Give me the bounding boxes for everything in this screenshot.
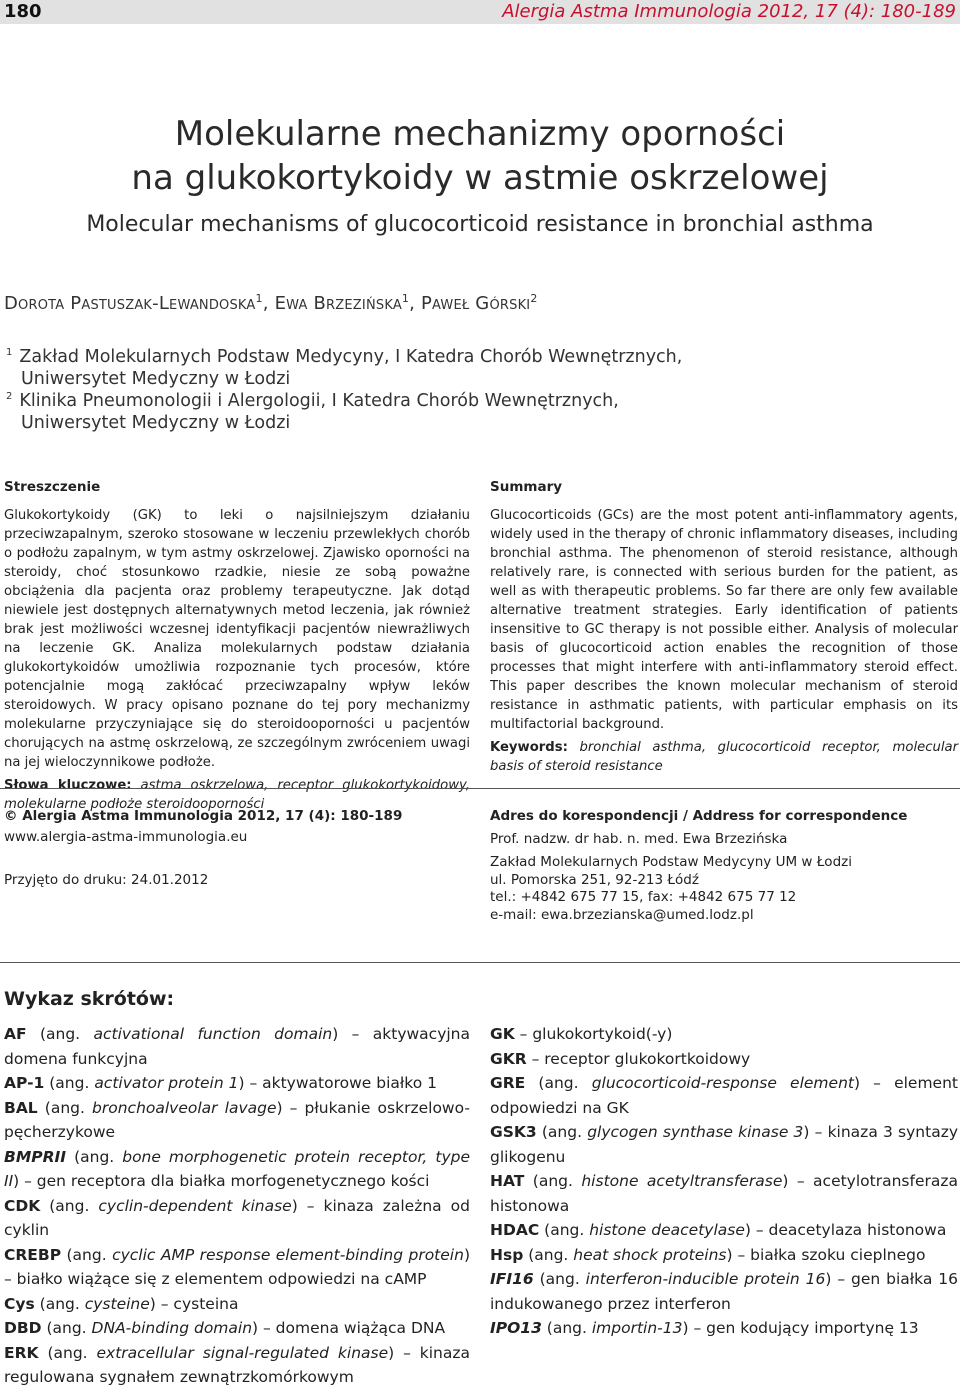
author: Dorota Pastuszak-Lewandoska$^1$, <box>4 292 275 314</box>
abstract-polish <box>4 478 470 814</box>
section-divider <box>0 962 960 963</box>
keywords: Słowa kluczowe: astma oskrzelowa, receptor glukokortykoidowy, molekularne podłoże steroidooporności <box>4 778 470 812</box>
correspondence-info <box>490 806 958 925</box>
title-english: Molecular mechanisms of glucocorticoid resistance in bronchial asthma <box>86 212 874 237</box>
abbreviation-entry: BMPRII (ang. bone morphogenetic protein receptor, type II) – gen receptora dla białka morfogenetycznego kości <box>4 1147 470 1190</box>
author-list <box>4 292 538 314</box>
abbreviation-entry: GKR – receptor glukokortkoidowy <box>490 1049 751 1068</box>
abbreviation-entry: AF (ang. activational function domain) – aktywacyjna domena funkcyjna <box>4 1025 470 1068</box>
copyright-line: © Alergia Astma Immunologia 2012, 17 (4): 180-189 <box>4 808 403 824</box>
abstract-heading: Summary <box>490 479 563 495</box>
abbreviation-entry: HDAC (ang. histone deacetylase) – deacetylaza histonowa <box>490 1221 947 1239</box>
abbreviation-entry: CDK (ang. cyclin-dependent kinase) – kinaza zależna od cyklin <box>4 1196 470 1239</box>
abbreviation-entry: AP-1 (ang. activator protein 1) – aktywatorowe białko 1 <box>4 1074 437 1092</box>
keywords: Keywords: bronchial asthma, glucocorticoid receptor, molecular basis of steroid resistance <box>490 740 959 774</box>
abstract-english <box>490 478 958 776</box>
abstract-heading: Streszczenie <box>4 479 101 495</box>
abbreviations-right-column <box>490 1022 958 1341</box>
journal-citation: Alergia Astma Immunologia 2012, 17 (4): 180-189 <box>502 1 956 22</box>
abbreviation-entry: Hsp (ang. heat shock proteins) – białka szoku cieplnego <box>490 1245 926 1264</box>
title-line-2: na glukokortykoidy w astmie oskrzelowej <box>131 158 829 198</box>
abbreviation-entry: Cys (ang. cysteine) – cysteina <box>4 1294 239 1313</box>
author: Paweł Górski$^2$ <box>420 292 538 314</box>
abbreviation-entry: HAT (ang. histone acetyltransferase) – acetylotransferaza histonowa <box>490 1172 958 1215</box>
abbreviation-entry: GRE (ang. glucocorticoid-response element) – element odpowiedzi na GK <box>490 1074 958 1117</box>
title-polish <box>0 112 960 200</box>
correspondence-phone: tel.: +4842 675 77 15, fax: +4842 675 77 12 <box>490 889 797 905</box>
title-line-1: Molekularne mechanizmy oporności <box>174 114 786 154</box>
page-header <box>0 0 960 24</box>
affiliation: $^1$ Zakład Molekularnych Podstaw Medycyny, I Katedra Chorób Wewnętrznych, Uniwersytet Medyczny w Łodzi <box>6 346 683 389</box>
publication-info <box>4 806 464 891</box>
affiliation: $^2$ Klinika Pneumonologii i Alergologii, I Katedra Chorób Wewnętrznych, Uniwersytet Medyczny w Łodzi <box>6 390 619 433</box>
abbreviation-entry: GSK3 (ang. glycogen synthase kinase 3) – kinaza 3 syntazy glikogenu <box>490 1123 958 1166</box>
abbreviation-entry: BAL (ang. bronchoalveolar lavage) – płukanie oskrzelowo-pęcherzykowe <box>4 1098 470 1141</box>
correspondence-dept: Zakład Molekularnych Podstaw Medycyny UM w Łodzi <box>490 854 852 870</box>
page-number: 180 <box>4 1 42 22</box>
abbreviation-entry: DBD (ang. DNA-binding domain) – domena wiążąca DNA <box>4 1319 446 1337</box>
journal-url[interactable]: www.alergia-astma-immunologia.eu <box>4 829 248 845</box>
abbreviations-left-column <box>4 1022 470 1390</box>
accepted-date: Przyjęto do druku: 24.01.2012 <box>4 872 209 888</box>
abbreviation-entry: ERK (ang. extracellular signal-regulated kinase) – kinaza regulowana sygnałem zewnątrzkomórkowym <box>4 1343 470 1386</box>
correspondence-heading: Adres do korespondencji / Address for correspondence <box>490 808 908 824</box>
author: Ewa Brzezińska$^1$, <box>274 292 421 314</box>
abbreviation-entry: GK – glukokortykoid(-y) <box>490 1025 673 1043</box>
abbreviations-heading: Wykaz skrótów: <box>4 988 175 1010</box>
abbreviation-entry: IFI16 (ang. interferon-inducible protein 16) – gen białka 16 indukowanego przez interferon <box>490 1270 958 1313</box>
section-divider <box>0 788 960 789</box>
correspondence-street: ul. Pomorska 251, 92-213 Łódź <box>490 872 699 888</box>
correspondence-email[interactable]: e-mail: ewa.brzezianska@umed.lodz.pl <box>490 907 754 923</box>
correspondence-name: Prof. nadzw. dr hab. n. med. Ewa Brzezińska <box>490 831 788 847</box>
abstract-text: Glucocorticoids (GCs) are the most potent anti-inflammatory agents, widely used in the therapy of chronic inflammatory diseases, including bronchial asthma. The phenomenon of steroid resistance, although relatively rare, is connected with serious burden for the patient, as well as with therapeutic problems. So far there are only few available alternative treatment strategies. Early identification of patients insensitive to GC therapy is not possible either. Analysis of molecular basis of glucocorticoid action enables the recognition of those processes that might interfere with anti-inflammatory steroid effect. This paper describes the known molecular mechanism of steroid resistance in asthmatic patients, with particular emphasis on its multifactorial background. <box>490 508 958 732</box>
abstract-text: Glukokortykoidy (GK) to leki o najsilniejszym działaniu przeciwzapalnym, szeroko stosowane w leczeniu przewlekłych chorób o podłożu zapalnym, w tym astmy oskrzelowej. Zjawisko oporności na steroidy, choć stosunkowo rzadkie, niesie ze sobą poważne obciążenia dla pacjenta oraz problemy terapeutyczne. Jak dotąd niewiele jest dostępnych alternatywnych metod leczenia, jak również brak jest możliwości wczesnej identyfikacji pacjentów niewrażliwych na leczenie GK. Analiza molekularnych podstaw działania glukokortykoidów umożliwia rozpoznanie tych procesów, które potencjalnie mogą zakłócać przeciwzapalny wpływ leków steroidowych. W pracy opisano poznane do tej pory mechanizmy molekularne przyczyniające się do steroidooporności u pacjentów chorujących na astmę oskrzelową, ze szczególnym zwróceniem uwagi na jej wieloczynnikowe podłoże. <box>4 508 470 770</box>
abbreviation-entry: IPO13 (ang. importin-13) – gen kodujący importynę 13 <box>490 1319 919 1337</box>
title-block <box>0 112 960 240</box>
abbreviation-entry: CREBP (ang. cyclic AMP response element-binding protein) – białko wiążące się z elementem odpowiedzi na cAMP <box>4 1245 470 1288</box>
